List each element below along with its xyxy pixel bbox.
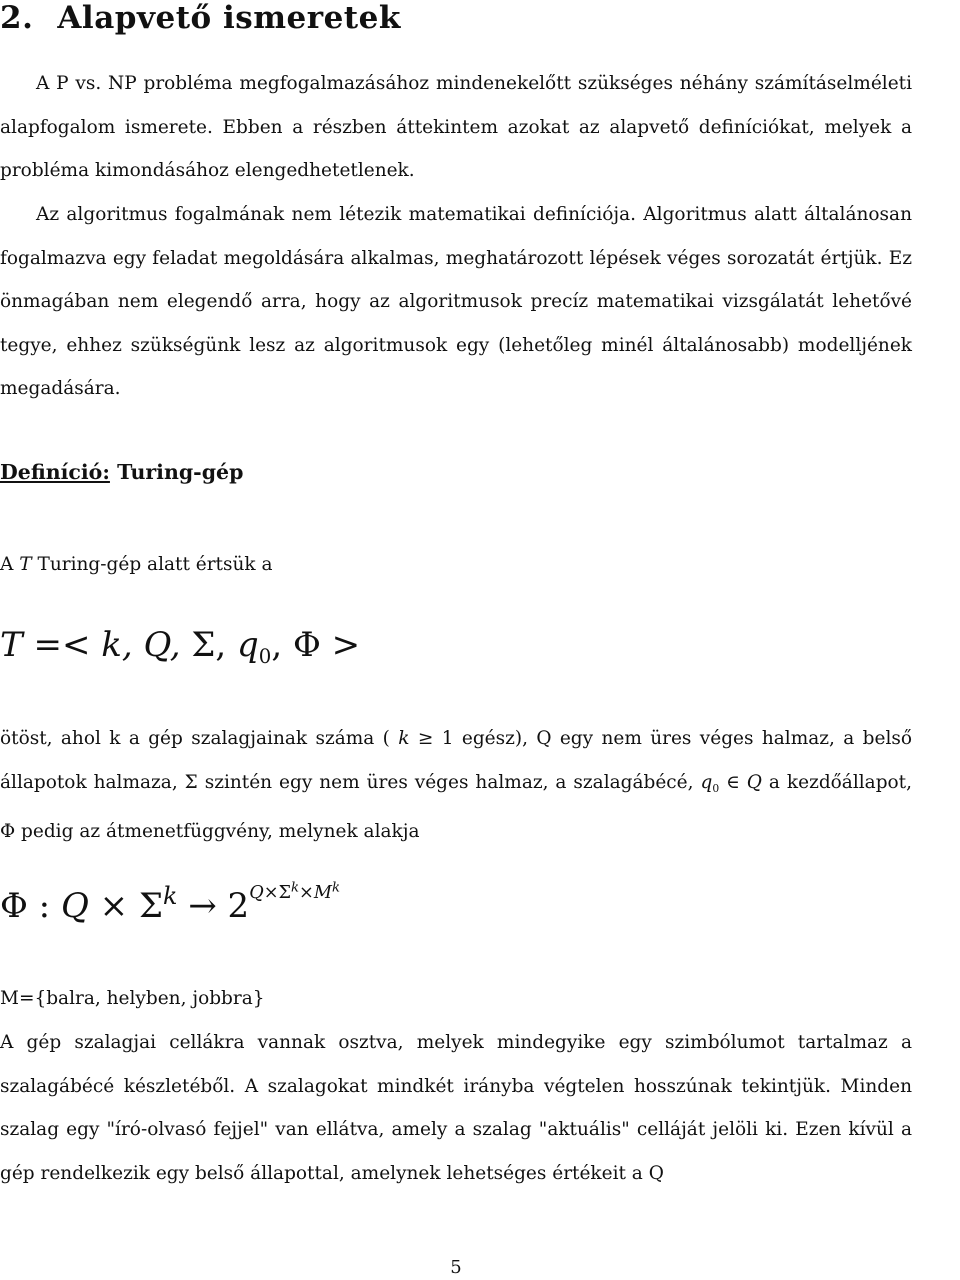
explain-in-symbol: ∈ — [726, 771, 740, 793]
explain-q0-subscript: 0 — [712, 781, 720, 795]
section-number: 2. — [0, 0, 34, 36]
page-number: 5 — [450, 1257, 462, 1278]
exp-Q: Q — [249, 882, 264, 903]
definition-term: Turing-gép — [117, 460, 244, 484]
tuple-eq: =< — [33, 625, 91, 665]
formula-Q: Q — [60, 886, 89, 927]
formula-sigma: Σ — [138, 886, 163, 927]
tuple-q0: q — [237, 625, 259, 665]
explain-part-2: 1 egész), Q egy nem üres véges halmaz, a belső állapotok halmaza, Σ szintén egy nem üres véges halmaz, a szalagábécé, — [0, 728, 912, 793]
lead-rest: Turing-gép alatt értsük a — [37, 554, 273, 575]
formula-exponent — [249, 880, 340, 903]
definition-explanation — [0, 717, 912, 853]
exp-M: M — [313, 882, 332, 903]
exp-k-1: k — [291, 880, 300, 895]
section-title — [0, 0, 401, 36]
definition-label: Definíció: — [0, 460, 110, 484]
transition-formula — [0, 880, 340, 926]
definition-heading — [0, 460, 243, 484]
formula-arrow: → — [188, 886, 217, 927]
exp-sigma: Σ — [278, 882, 291, 903]
tuple-q: Q, — [143, 625, 181, 665]
explain-ge-symbol: ≥ — [417, 728, 434, 749]
m-set-line: M={balra, helyben, jobbra} — [0, 988, 265, 1009]
tuple-sigma: Σ, — [191, 625, 227, 665]
tuple-k: k, — [101, 625, 133, 665]
tuple-q0-subscript: 0 — [258, 644, 272, 668]
explain-part-3: a kezdőállapot, Φ pedig az átmenetfüggvény, melynek alakja — [0, 771, 912, 842]
tape-paragraph: A gép szalagjai cellákra vannak osztva, melyek mindegyike egy szimbólumot tartalmaz a szalagábécé készletéből. A szalagokat mindkét irányba végtelen hosszúnak tekintjük. Minden szalag egy "író-olvasó fejjel" van ellátva, amely a szalag "aktuális" celláját jelöli ki. Ezen kívül a gép rendelkezik egy belső állapottal, amelynek lehetséges értékeit a Q — [0, 1032, 912, 1184]
exp-k-2: k — [331, 880, 340, 895]
section-title-text: Alapvető ismeretek — [57, 0, 401, 36]
tuple-phi: , Φ > — [271, 625, 361, 665]
explain-part-1: ötöst, ahol k a gép szalagjainak száma ( — [0, 728, 390, 749]
algorithm-paragraph: Az algoritmus fogalmának nem létezik matematikai definíciója. Algoritmus alatt általánosan fogalmazva egy feladat megoldására alkalmas, meghatározott lépések véges sorozatát értjük. Ez önmagában nem elegendő arra, hogy az algoritmusok precíz matematikai vizsgálatát lehetővé tegye, ehhez szükségünk lesz az algoritmusok egy (lehetőleg minél általánosabb) modelljének megadására. — [0, 204, 912, 399]
lead-a: A — [0, 554, 14, 575]
intro-paragraph: A P vs. NP probléma megfogalmazásához mindenekelőtt szükséges néhány számításelméleti alapfogalom ismerete. Ebben a részben áttekintem azokat az alapvető definíciókat, melyek a probléma kimondásához elengedhetetlenek. — [0, 73, 912, 181]
explain-q0: q — [700, 771, 713, 793]
tuple-lhs: T — [0, 625, 23, 665]
explain-Q: Q — [746, 771, 762, 793]
tuple-formula — [0, 625, 360, 668]
formula-times: × — [99, 886, 129, 927]
exp-times-1: × — [263, 882, 279, 903]
lead-t-symbol: T — [19, 554, 32, 575]
exp-times-2: × — [299, 882, 314, 903]
formula-two: 2 — [227, 886, 250, 927]
definition-lead — [0, 543, 912, 587]
formula-phi: Φ : — [0, 886, 51, 927]
formula-k-exponent: k — [163, 881, 178, 910]
explain-k: k — [398, 728, 410, 749]
